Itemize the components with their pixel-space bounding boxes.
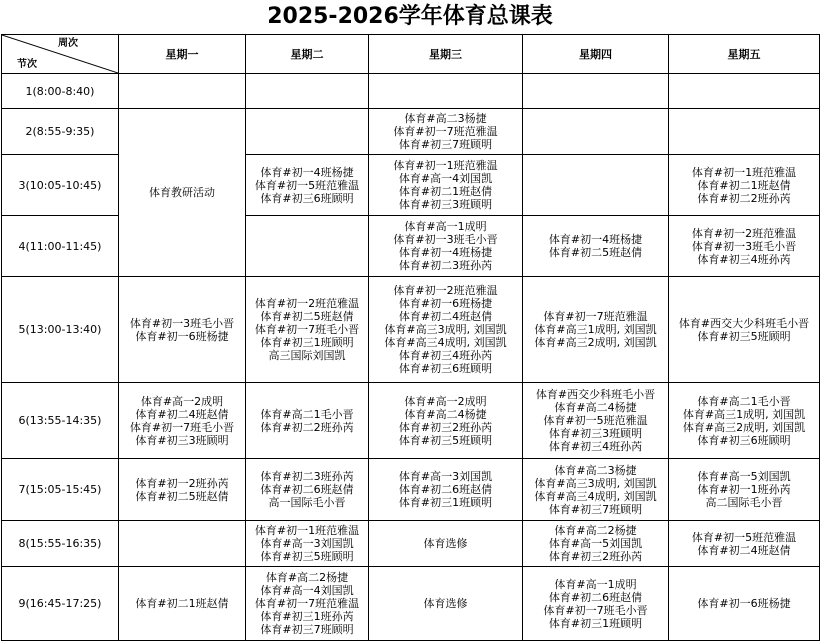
class-entry: 体育#高二1毛小晋 [697, 394, 791, 408]
day-header-wed: 星期三 [369, 35, 523, 74]
class-entry: 体育#初一5班范雅温 [254, 178, 360, 192]
cell-p4-tue [246, 216, 369, 277]
class-entry: 体育#初一3班毛小晋 [691, 239, 797, 253]
class-entry: 体育#高一5刘国凯 [697, 470, 791, 483]
class-entry: 体育#初二4班赵倩 [135, 407, 229, 421]
day-header-fri: 星期五 [669, 35, 820, 74]
period-row-7 [2, 459, 820, 521]
class-entry: 体育#初一1班范雅温 [393, 159, 498, 172]
class-entry: 体育#初三7班顾明 [548, 502, 643, 516]
class-entry: 体育#初三4班孙芮 [697, 252, 791, 266]
class-entry: 体育#高一3刘国凯 [260, 537, 354, 550]
class-entry: 体育#初三5班顾明 [697, 329, 791, 343]
cell-p9-fri [669, 567, 820, 641]
class-entry: 体育#初二4班赵倩 [697, 543, 791, 557]
cell-p2-thu [523, 109, 669, 155]
cell-p1-wed [369, 74, 523, 109]
cell-p3-fri [669, 155, 820, 216]
class-entry: 体育#高一1成明 [404, 220, 487, 233]
class-entry: 体育#初三2班孙芮 [398, 420, 493, 434]
period-6-label: 6(13:55-14:35) [2, 383, 119, 459]
class-entry: 体育#初一6班杨捷 [135, 329, 229, 343]
class-entry: 体育#高三2成明, 刘国凯 [682, 420, 806, 434]
class-entry: 体育#初一3班毛小晋 [393, 233, 498, 246]
cell-p3-tue [246, 155, 369, 216]
class-entry: 体育#初二4班赵倩 [398, 310, 493, 323]
period-7-label: 7(15:05-15:45) [2, 459, 119, 521]
cell-p9-mon [119, 567, 246, 641]
class-entry: 体育#初三3班顾明 [398, 198, 493, 211]
period-8-label: 8(15:55-16:35) [2, 521, 119, 567]
class-entry: 体育选修 [423, 597, 468, 610]
class-entry: 体育#初一1班范雅温 [691, 165, 797, 179]
class-entry: 体育#初二3班孙芮 [398, 259, 493, 272]
class-entry: 体育#初二6班赵倩 [260, 483, 354, 496]
period-row-6 [2, 383, 820, 459]
class-entry: 体育#初二5班赵倩 [548, 246, 643, 259]
class-entry: 体育#初三7班顾明 [260, 623, 354, 636]
cell-p3-thu [523, 155, 669, 216]
class-entry: 体育#高三1成明, 刘国凯 [682, 407, 806, 421]
class-entry: 体育#高一4刘国凯 [398, 172, 493, 185]
class-entry: 体育#初一6班杨捷 [398, 297, 493, 310]
cell-p2-tue [246, 109, 369, 155]
cell-p4-wed [369, 216, 523, 277]
class-entry: 体育#高一2成明 [140, 394, 224, 408]
cell-p6-wed [369, 383, 523, 459]
schedule-table [1, 34, 820, 641]
cell-p2-fri [669, 109, 820, 155]
class-entry: 体育#初一2班范雅温 [393, 284, 498, 297]
period-row-9 [2, 567, 820, 641]
class-entry: 体育#高二4杨捷 [404, 407, 487, 421]
day-header-mon: 星期一 [119, 35, 246, 74]
class-entry: 体育#初二1班赵倩 [398, 185, 493, 198]
class-entry: 体育#初三6班顾明 [260, 191, 354, 205]
class-entry: 体育#初一4班杨捷 [398, 246, 493, 259]
cell-p2-wed [369, 109, 523, 155]
class-entry: 体育#高一1成明 [554, 577, 637, 591]
cell-p7-tue [246, 459, 369, 521]
class-entry: 体育#初三3班顾明 [548, 427, 643, 440]
class-entry: 体育#初三5班顾明 [398, 433, 493, 447]
class-entry: 体育#初二1班赵倩 [135, 597, 229, 610]
period-1-label: 1(8:00-8:40) [2, 74, 119, 109]
class-entry: 体育#高二2杨捷 [554, 524, 637, 537]
cell-p6-tue [246, 383, 369, 459]
class-entry: 体育#初一7班范雅温 [254, 597, 360, 610]
class-entry: 体育#初二6班赵倩 [398, 483, 493, 496]
class-entry: 体育#初一7班毛小晋 [129, 420, 235, 434]
cell-p7-wed [369, 459, 523, 521]
class-entry: 体育#高一2成明 [404, 394, 487, 408]
period-label: 节次 [17, 59, 37, 70]
cell-p1-mon [119, 74, 246, 109]
cell-p4-fri [669, 216, 820, 277]
period-row-5 [2, 277, 820, 383]
cell-p8-fri [669, 521, 820, 567]
class-entry: 体育#初一7班范雅温 [543, 310, 648, 323]
cell-p5-tue [246, 277, 369, 383]
class-entry: 体育#初一5班范雅温 [691, 530, 797, 544]
period-2-label: 2(8:55-9:35) [2, 109, 119, 155]
header-row [2, 35, 820, 74]
cell-p5-thu [523, 277, 669, 383]
cell-p8-thu [523, 521, 669, 567]
class-entry: 体育#初三3班顾明 [135, 433, 229, 447]
page-title: 2025-2026学年体育总课表 [267, 4, 553, 29]
cell-p1-tue [246, 74, 369, 109]
class-entry: 体育#高一5刘国凯 [548, 537, 643, 550]
cell-p9-wed [369, 567, 523, 641]
class-entry: 体育#初二2班孙芮 [697, 191, 791, 205]
cell-p7-fri [669, 459, 820, 521]
class-entry: 体育#高三3成明, 刘国凯 [534, 476, 657, 490]
class-entry: 体育#高三3成明, 刘国凯 [384, 323, 507, 336]
week-label: 周次 [58, 38, 78, 49]
class-entry: 高二国际毛小晋 [705, 496, 783, 509]
class-entry: 体育#初二2班孙芮 [260, 420, 354, 434]
class-entry: 体育#初一5班范雅温 [543, 414, 648, 427]
period-4-label: 4(11:00-11:45) [2, 216, 119, 277]
class-entry: 体育#初三6班顾明 [697, 433, 791, 447]
class-entry: 体育#初二5班赵倩 [260, 310, 354, 323]
cell-p5-mon [119, 277, 246, 383]
period-row-2 [2, 109, 820, 155]
class-entry: 体育#初三1班顾明 [398, 496, 493, 509]
class-entry: 体育#初三1班顾明 [260, 336, 354, 349]
class-entry: 体育#西交少科班毛小晋 [535, 388, 656, 401]
class-entry: 体育#初三7班顾明 [398, 138, 493, 151]
cell-p7-thu [523, 459, 669, 521]
class-entry: 体育#高三4成明, 刘国凯 [534, 489, 657, 503]
cell-p8-tue [246, 521, 369, 567]
class-entry: 体育#初一4班杨捷 [260, 165, 354, 179]
class-entry: 体育#初一6班杨捷 [697, 597, 791, 610]
class-entry: 体育#初三4班孙芮 [548, 440, 643, 453]
period-row-1 [2, 74, 820, 109]
class-entry: 体育#初三6班顾明 [398, 362, 493, 375]
class-entry: 体育#初一7班范雅温 [393, 125, 498, 138]
cell-p8-wed [369, 521, 523, 567]
class-entry: 体育#初一7班毛小晋 [254, 323, 360, 336]
class-entry: 体育#初二1班赵倩 [697, 178, 791, 192]
cell-p6-fri [669, 383, 820, 459]
class-entry: 高一国际毛小晋 [268, 496, 346, 509]
cell-p6-thu [523, 383, 669, 459]
class-entry: 体育教研活动 [149, 186, 215, 199]
class-entry: 体育#初二6班赵倩 [548, 590, 643, 604]
class-entry: 体育#初二5班赵倩 [135, 489, 229, 503]
cell-p5-wed [369, 277, 523, 383]
period-5-label: 5(13:00-13:40) [2, 277, 119, 383]
cell-p1-fri [669, 74, 820, 109]
class-entry: 体育#初一4班杨捷 [548, 233, 643, 246]
cell-p4-thu [523, 216, 669, 277]
class-entry: 体育#初一2班范雅温 [691, 226, 797, 240]
period-9-label: 9(16:45-17:25) [2, 567, 119, 641]
day-header-tue: 星期二 [246, 35, 369, 74]
class-entry: 体育#初三4班孙芮 [398, 349, 493, 362]
class-entry: 体育#西交大少科班毛小晋 [678, 316, 810, 330]
class-entry: 体育#初三1班孙芮 [260, 610, 354, 623]
class-entry: 体育#高二2杨捷 [265, 571, 349, 584]
class-entry: 体育#初三5班顾明 [260, 550, 354, 563]
class-entry: 高三国际刘国凯 [268, 349, 346, 362]
cell-p9-thu [523, 567, 669, 641]
class-entry: 体育#高二3杨捷 [404, 112, 487, 125]
cell-p6-mon [119, 383, 246, 459]
cell-p9-tue [246, 567, 369, 641]
class-entry: 体育#高二4杨捷 [554, 401, 637, 414]
class-entry: 体育#初一3班毛小晋 [129, 316, 235, 330]
class-entry: 体育#高三4成明, 刘国凯 [384, 336, 507, 349]
class-entry: 体育#高一4刘国凯 [260, 584, 354, 597]
corner-cell [2, 35, 119, 74]
class-entry: 体育#初二3班孙芮 [260, 470, 354, 483]
class-entry: 体育#高一3刘国凯 [398, 470, 493, 483]
class-entry: 体育#高二3杨捷 [554, 463, 637, 477]
class-entry: 体育#初三2班孙芮 [548, 550, 643, 563]
class-entry: 体育#高二1毛小晋 [260, 407, 354, 421]
cell-p5-fri [669, 277, 820, 383]
class-entry: 体育#初一2班孙芮 [135, 476, 229, 490]
class-entry: 体育#高三1成明, 刘国凯 [534, 323, 657, 336]
class-entry: 体育#初三1班顾明 [548, 616, 643, 630]
day-header-thu: 星期四 [523, 35, 669, 74]
class-entry: 体育#初一1班孙芮 [697, 483, 791, 496]
cell-p2-4-mon [119, 109, 246, 277]
period-row-8 [2, 521, 820, 567]
period-3-label: 3(10:05-10:45) [2, 155, 119, 216]
class-entry: 体育选修 [423, 537, 468, 550]
class-entry: 体育#高三2成明, 刘国凯 [534, 336, 657, 349]
class-entry: 体育#初一2班范雅温 [254, 297, 360, 310]
cell-p1-thu [523, 74, 669, 109]
cell-p7-mon [119, 459, 246, 521]
class-entry: 体育#初一7班毛小晋 [543, 603, 648, 617]
cell-p3-wed [369, 155, 523, 216]
cell-p8-mon [119, 521, 246, 567]
class-entry: 体育#初一1班范雅温 [254, 524, 360, 537]
